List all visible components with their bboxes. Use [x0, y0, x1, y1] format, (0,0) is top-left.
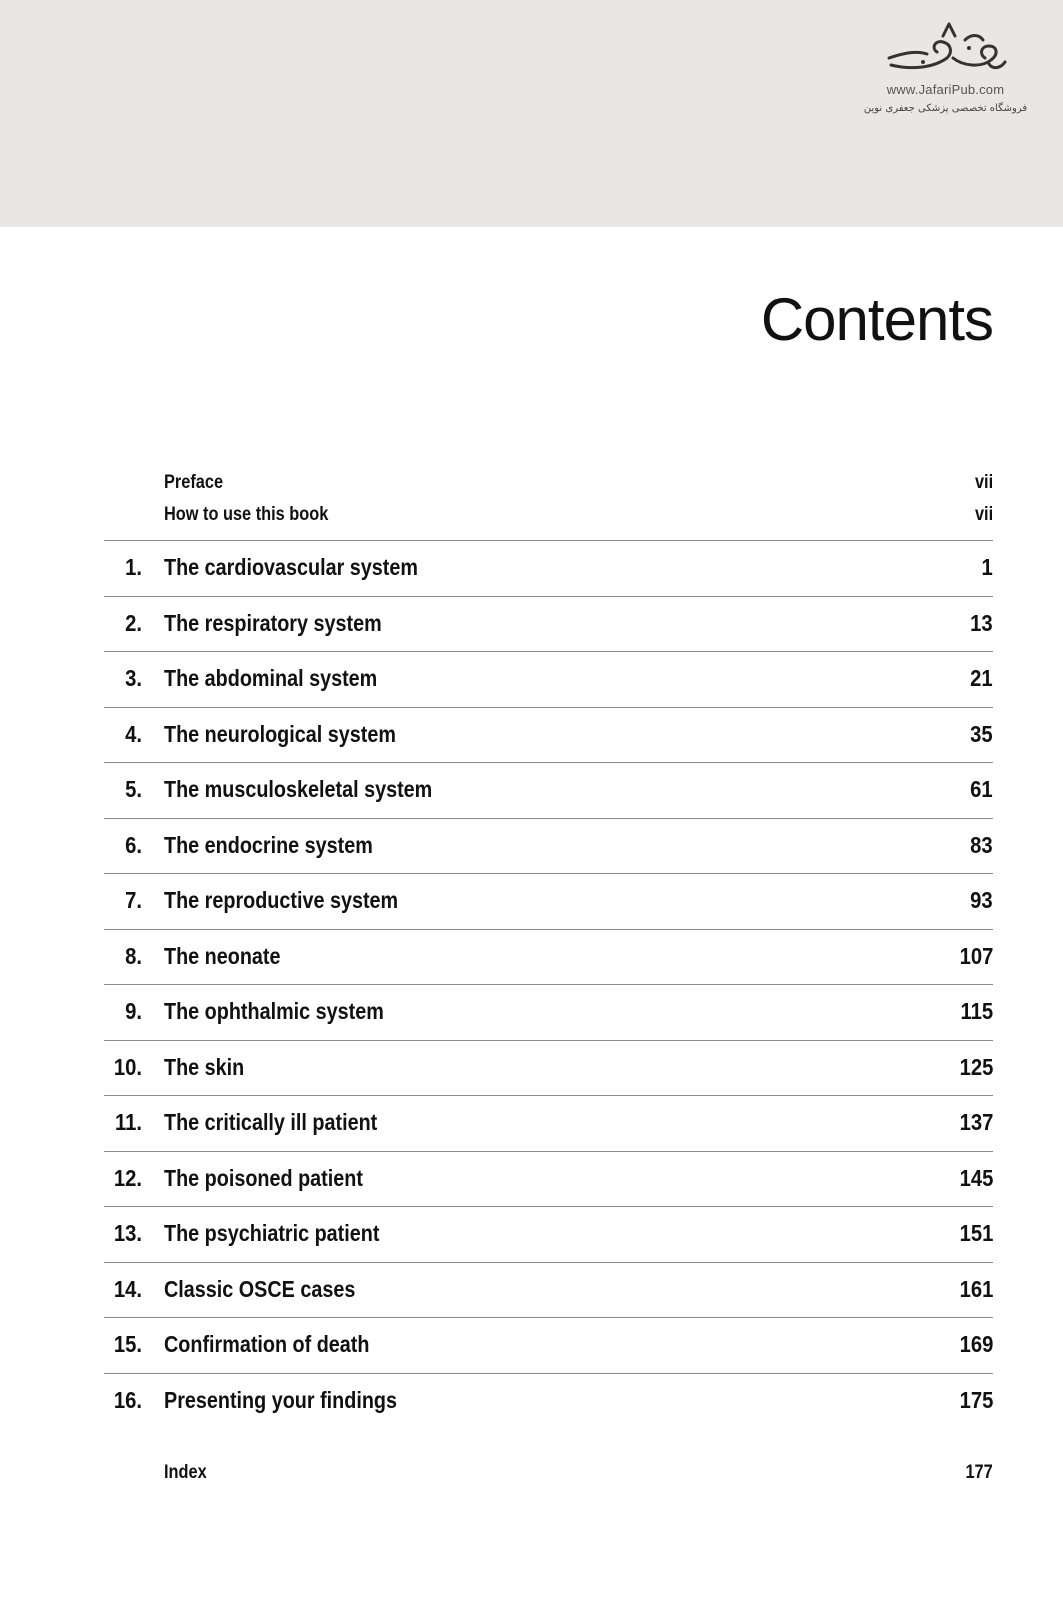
toc-chapter-row[interactable]	[104, 1095, 993, 1151]
chapter-title: The ophthalmic system	[164, 998, 384, 1024]
chapter-title: Presenting your findings	[164, 1386, 397, 1413]
chapter-title: The poisoned patient	[164, 1164, 363, 1191]
chapter-page: 35	[970, 720, 993, 747]
toc-front-label: Preface	[164, 472, 224, 493]
toc-front-label: How to use this book	[164, 504, 329, 525]
toc-front-page: vii	[974, 472, 993, 493]
chapter-number: 16.	[113, 1386, 142, 1413]
chapter-title: The neurological system	[164, 720, 396, 747]
chapter-title: Classic OSCE cases	[164, 1275, 356, 1302]
toc-chapter-row[interactable]	[104, 929, 993, 985]
chapter-page: 175	[959, 1386, 993, 1413]
toc-chapter-row[interactable]	[104, 818, 993, 874]
chapter-number: 3.	[125, 665, 142, 691]
chapter-number: 8.	[125, 942, 142, 969]
chapter-page: 1	[981, 554, 993, 580]
publisher-logo-mark-icon	[881, 18, 1011, 80]
table-of-contents	[104, 467, 993, 1494]
chapter-title: The respiratory system	[164, 609, 382, 636]
chapter-number: 4.	[125, 720, 142, 747]
toc-chapter-row[interactable]	[104, 873, 993, 929]
toc-front-row[interactable]	[104, 499, 993, 531]
chapter-page: 145	[959, 1164, 993, 1191]
chapter-page: 21	[970, 665, 993, 691]
chapter-title: The musculoskeletal system	[164, 776, 433, 802]
chapter-title: The abdominal system	[164, 665, 378, 691]
toc-chapter-row[interactable]	[104, 984, 993, 1040]
chapter-page: 137	[959, 1109, 993, 1135]
chapter-title: The skin	[164, 1053, 245, 1080]
chapter-page: 161	[959, 1275, 993, 1302]
chapter-title: The neonate	[164, 942, 281, 969]
chapter-number: 14.	[113, 1275, 142, 1302]
chapter-page: 107	[959, 942, 993, 969]
publisher-url: www.JafariPub.com	[886, 82, 1005, 97]
toc-chapter-row[interactable]	[104, 540, 993, 596]
publisher-logo	[858, 18, 1033, 128]
header-band	[0, 0, 1063, 227]
chapter-number: 13.	[113, 1220, 142, 1246]
chapter-title: The reproductive system	[164, 887, 399, 913]
toc-index-row[interactable]	[104, 1454, 993, 1494]
chapter-page: 93	[970, 887, 993, 913]
chapter-title: The critically ill patient	[164, 1109, 378, 1135]
chapter-number: 11.	[114, 1109, 142, 1135]
toc-front-page: vii	[974, 504, 993, 525]
chapter-page: 151	[959, 1220, 993, 1246]
chapter-number: 5.	[125, 776, 142, 802]
toc-chapter-row[interactable]	[104, 1040, 993, 1096]
chapter-number: 10.	[113, 1053, 142, 1080]
toc-chapter-row[interactable]	[104, 651, 993, 707]
toc-chapter-row[interactable]	[104, 762, 993, 818]
toc-chapter-row[interactable]	[104, 1206, 993, 1262]
toc-chapter-row[interactable]	[104, 1262, 993, 1318]
toc-chapter-row[interactable]	[104, 1373, 993, 1429]
chapter-number: 2.	[125, 609, 142, 636]
chapter-title: The psychiatric patient	[164, 1220, 380, 1246]
chapter-page: 169	[959, 1331, 993, 1357]
chapter-number: 15.	[113, 1331, 142, 1357]
chapter-number: 7.	[125, 887, 142, 913]
chapter-number: 12.	[113, 1164, 142, 1191]
chapter-page: 125	[959, 1053, 993, 1080]
chapter-page: 61	[970, 776, 993, 802]
chapter-page: 13	[970, 609, 993, 636]
chapter-number: 9.	[125, 998, 142, 1024]
chapter-number: 6.	[125, 831, 142, 858]
toc-front-row[interactable]	[104, 467, 993, 499]
chapter-title: The endocrine system	[164, 831, 373, 858]
toc-chapter-row[interactable]	[104, 1317, 993, 1373]
page-title: Contents	[760, 286, 993, 353]
toc-chapter-row[interactable]	[104, 707, 993, 763]
toc-chapter-row[interactable]	[104, 1151, 993, 1207]
chapter-page: 115	[960, 998, 993, 1024]
chapter-page: 83	[970, 831, 993, 858]
index-page: 177	[965, 1462, 993, 1483]
chapter-title: Confirmation of death	[164, 1331, 370, 1357]
toc-chapter-row[interactable]	[104, 596, 993, 652]
index-label: Index	[164, 1462, 207, 1483]
publisher-subtitle: فروشگاه تخصصی پزشکی جعفری نوین	[863, 103, 1028, 114]
chapter-number: 1.	[125, 554, 142, 580]
chapter-title: The cardiovascular system	[164, 554, 418, 580]
